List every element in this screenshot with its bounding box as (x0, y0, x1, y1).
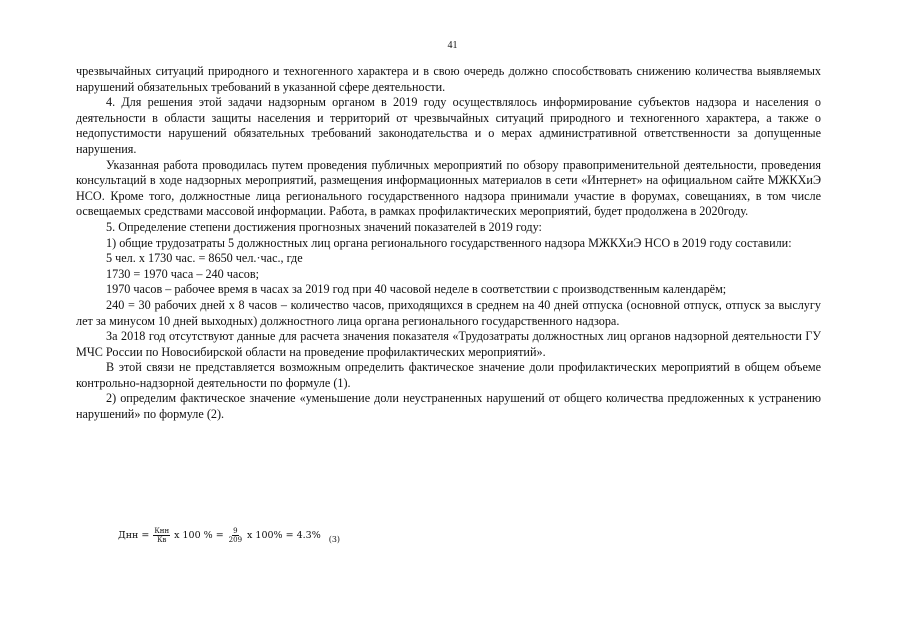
document-body (76, 64, 821, 423)
formula-3 (116, 527, 340, 544)
paragraph-4: 5. Определение степени достижения прогнозных значений показателей в 2019 году: (106, 219, 542, 234)
formula-equation-number: (3) (328, 535, 341, 544)
paragraph-2: 4. Для решения этой задачи надзорным органом в 2019 году осуществлялось информирование субъектов надзора и населения о деятельности в области защиты населения и территорий от чрезвычайных ситуаций природного и техногенного характера, а также о недопустимости нарушений обязательных требований законодательства и о мерах административной ответственности за допущенные нарушения. (76, 95, 821, 156)
paragraph-10: За 2018 год отсутствуют данные для расчета значения показателя «Трудозатраты должностных лиц органов надзорной деятельности ГУ МЧС России по Новосибирской области на проведение профилактических мероприятий». (76, 329, 821, 359)
formula-lhs: Днн = (118, 530, 150, 541)
paragraph-8: 1970 часов – рабочее время в часах за 2019 год при 40 часовой неделе в соответствии с производственным календарём; (106, 282, 727, 297)
formula-middle-1: x 100 % = (174, 530, 224, 541)
formula-fraction-numeric (228, 527, 243, 544)
paragraph-6: 5 чел. х 1730 час. = 8650 чел.·час., где (106, 251, 303, 266)
paragraph-12: 2) определим фактическое значение «уменьшение доли неустраненных нарушений от общего количества предложенных к устранению нарушений» по формуле (2). (76, 391, 821, 422)
formula-denominator-numeric: 209 (228, 536, 243, 544)
formula-numerator-numeric: 9 (233, 527, 238, 535)
formula-result: x 100% = 4.3% (247, 530, 321, 541)
formula-numerator-symbolic: Кнн (154, 527, 170, 535)
paragraph-3: Указанная работа проводилась путем проведения публичных мероприятий по обзору правоприменительной деятельности, проведения консультаций в ходе надзорных мероприятий, размещения информационных материалов в сети «Интернет» на официальном сайте МЖКХиЭ НСО. Кроме того, должностные лица регионального государственного надзора принимали участие в форумах, совещаниях, в том числе освещаемых средствами массовой информации. Работа, в рамках профилактических мероприятий, будет продолжена в 2020году. (76, 157, 821, 219)
formula-denominator-symbolic: Кв (157, 536, 167, 544)
paragraph-1: чрезвычайных ситуаций природного и техногенного характера и в свою очередь должно способствовать снижению количества выявляемых нарушений обязательных требований в указанной сфере деятельности. (76, 64, 821, 94)
paragraph-7: 1730 = 1970 часа – 240 часов; (106, 266, 259, 281)
paragraph-11: В этой связи не представляется возможным определить фактическое значение доли профилактических мероприятий в общем объеме контрольно-надзорной деятельности по формуле (1). (76, 360, 821, 390)
page-number: 41 (447, 40, 458, 51)
paragraph-9: 240 = 30 рабочих дней х 8 часов – количество часов, приходящихся в среднем на 40 дней отпуска (основной отпуск, отпуск за выслугу лет за минусом 10 дней выходных) должностного лица органа регионального государственного надзора. (76, 297, 821, 328)
paragraph-5: 1) общие трудозатраты 5 должностных лиц органа регионального государственного надзора МЖКХиЭ НСО в 2019 году составили: (106, 235, 792, 250)
formula-fraction-symbolic (153, 527, 170, 544)
